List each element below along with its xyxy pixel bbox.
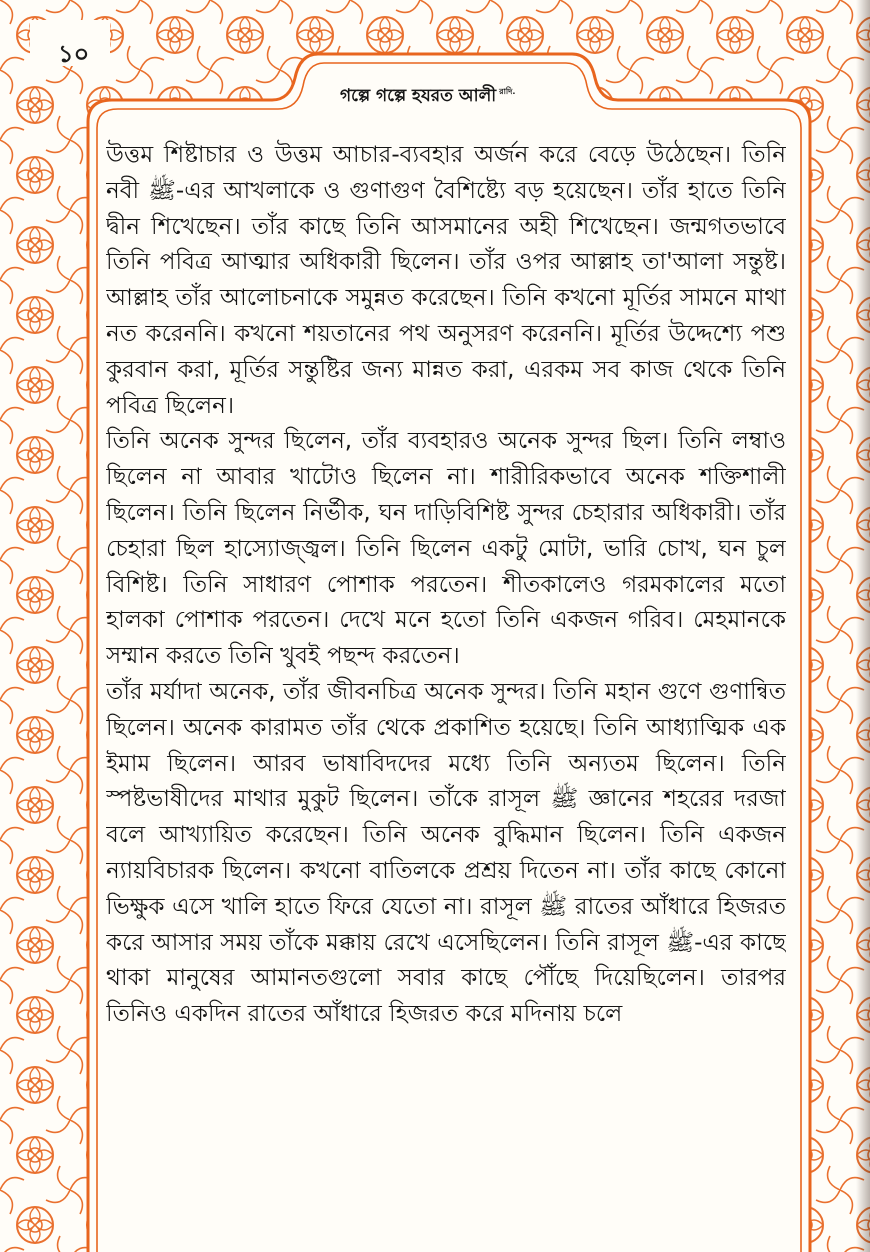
paragraph-3: তাঁর মর্যাদা অনেক, তাঁর জীবনচিত্র অনেক সুন্দর। তিনি মহান গুণে গুণান্বিত ছিলেন। অনেক কারামত তাঁর থেকে প্রকাশিত হয়েছে। তিনি আধ্যাত্মিক এক ইমাম ছিলেন। আরব ভাষাবিদদের মধ্যে তিনি অন্যতম ছিলেন। তিনি স্পষ্টভাষীদের মাথার মুকুট ছিলেন। তাঁকে রাসূল ﷺ জ্ঞানের শহরের দরজা বলে আখ্যায়িত করেছেন। তিনি অনেক বুদ্ধিমান ছিলেন। তিনি একজন ন্যায়বিচারক ছিলেন। কখনো বাতিলকে প্রশ্রয় দিতেন না। তাঁর কাছে কোনো ভিক্ষুক এসে খালি হাতে ফিরে যেতো না। রাসূল ﷺ রাতের আঁধারে হিজরত করে আসার সময় তাঁকে মক্কায় রেখে এসেছিলেন। তিনি রাসূল ﷺ-এর কাছে থাকা মানুষের আমানতগুলো সবার কাছে পৌঁছে দিয়েছিলেন। তারপর তিনিও একদিন রাতের আঁধারে হিজরত করে মদিনায় চলে [106, 678, 786, 1028]
body-text [106, 138, 786, 1248]
page-edge-shadow [856, 0, 870, 1252]
running-header [340, 83, 600, 111]
paragraph-1: উত্তম শিষ্টাচার ও উত্তম আচার-ব্যবহার অর্জন করে বেড়ে উঠেছেন। তিনি নবী ﷺ-এর আখলাকে ও গুণাগুণ বৈশিষ্ট্যে বড় হয়েছেন। তাঁর হাতে তিনি দ্বীন শিখেছেন। তাঁর কাছে তিনি আসমানের অহী শিখেছেন। জন্মগতভাবে তিনি পবিত্র আত্মার অধিকারী ছিলেন। তাঁর ওপর আল্লাহ তা'আলা সন্তুষ্ট। আল্লাহ তাঁর আলোচনাকে সমুন্নত করেছেন। তিনি কখনো মূর্তির সামনে মাথা নত করেননি। কখনো শয়তানের পথ অনুসরণ করেননি। মূর্তির উদ্দেশ্যে পশু কুরবান করা, মূর্তির সন্তুষ্টির জন্য মান্নত করা, এরকম সব কাজ থেকে তিনি পবিত্র ছিলেন। [106, 142, 786, 419]
running-header-title: গল্পে গল্পে হযরত আলী [340, 86, 497, 106]
page-number: ১০ [58, 39, 90, 68]
paragraph-2: তিনি অনেক সুন্দর ছিলেন, তাঁর ব্যবহারও অনেক সুন্দর ছিল। তিনি লম্বাও ছিলেন না আবার খাটোও ছিলেন না। শারীরিকভাবে অনেক শক্তিশালী ছিলেন। তিনি ছিলেন নির্ভীক, ঘন দাড়িবিশিষ্ট সুন্দর চেহারার অধিকারী। তাঁর চেহারা ছিল হাস্যোজ্জ্বল। তিনি ছিলেন একটু মোটা, ভারি চোখ, ঘন চুল বিশিষ্ট। তিনি সাধারণ পোশাক পরতেন। শীতকালেও গরমকালের মতো হালকা পোশাক পরতেন। দেখে মনে হতো তিনি একজন গরিব। মেহমানকে সম্মান করতে তিনি খুবই পছন্দ করতেন। [106, 428, 786, 670]
honorific-mark: রাদি. [499, 87, 516, 97]
